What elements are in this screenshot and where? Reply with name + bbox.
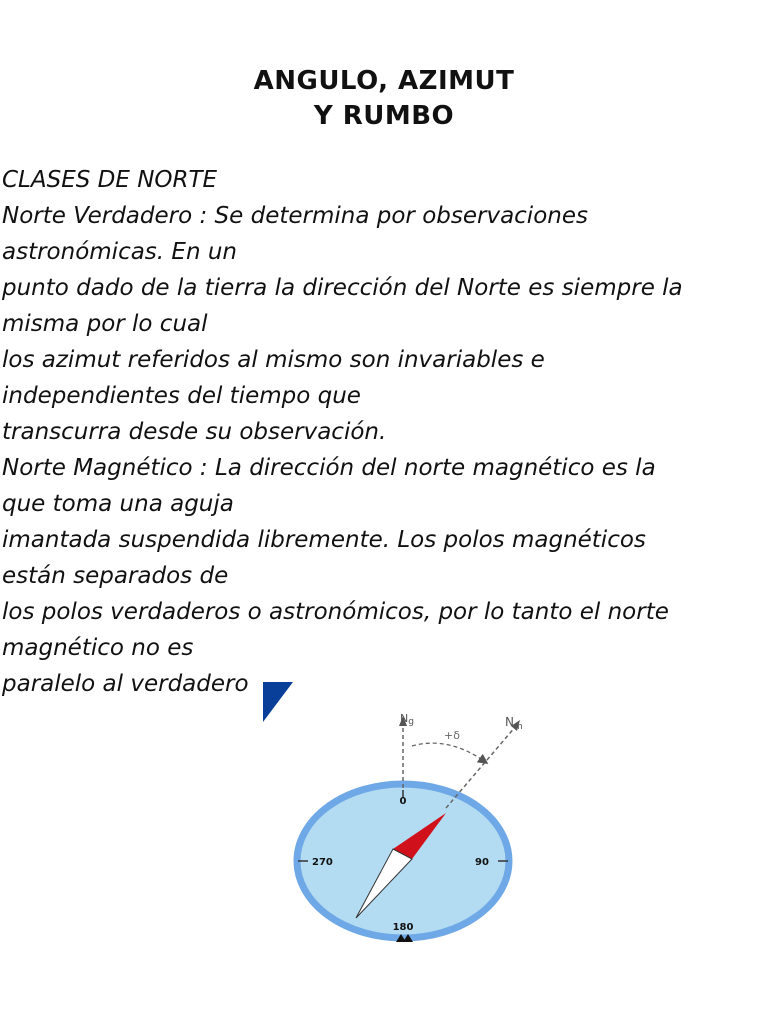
text-line: están separados de [2,563,229,589]
text-line: transcurra desde su observación. [2,419,387,445]
label-delta: +δ [444,729,460,742]
text-line: que toma una aguja [2,491,234,517]
document-title [0,64,768,134]
declination-arc [412,743,484,761]
body-paragraph [2,162,768,702]
label-0: 0 [399,796,407,807]
label-270: 270 [312,857,333,868]
text-line: Norte Verdadero : Se determina por observaciones [2,203,588,229]
text-line: independientes del tiempo que [2,383,361,409]
text-line: los polos verdaderos o astronómicos, por lo tanto el norte [2,599,669,625]
text-line: imantada suspendida libremente. Los polos magnéticos [2,527,646,553]
compass-diagram [288,706,528,946]
text-line: punto dado de la tierra la dirección del Norte es siempre la [2,275,683,301]
label-nm [505,715,523,732]
text-line: paralelo al verdadero [2,671,249,697]
label-nm-sub: m [513,722,523,732]
label-ng [400,712,414,727]
text-line: misma por lo cual [2,311,208,337]
label-ng-sub: g [408,717,414,727]
text-line: astronómicas. En un [2,239,237,265]
text-line: CLASES DE NORTE [2,167,218,193]
label-ng-main: N [400,712,409,725]
title-line-2: Y RUMBO [313,101,455,131]
text-line: los azimut referidos al mismo son invariables e [2,347,545,373]
text-line: Norte Magnético : La dirección del norte magnético es la [2,455,656,481]
title-line-1: ANGULO, AZIMUT [253,66,515,96]
text-line: magnético no es [2,635,194,661]
label-180: 180 [392,922,414,933]
label-nm-main: N [505,715,514,729]
label-90: 90 [475,857,489,868]
